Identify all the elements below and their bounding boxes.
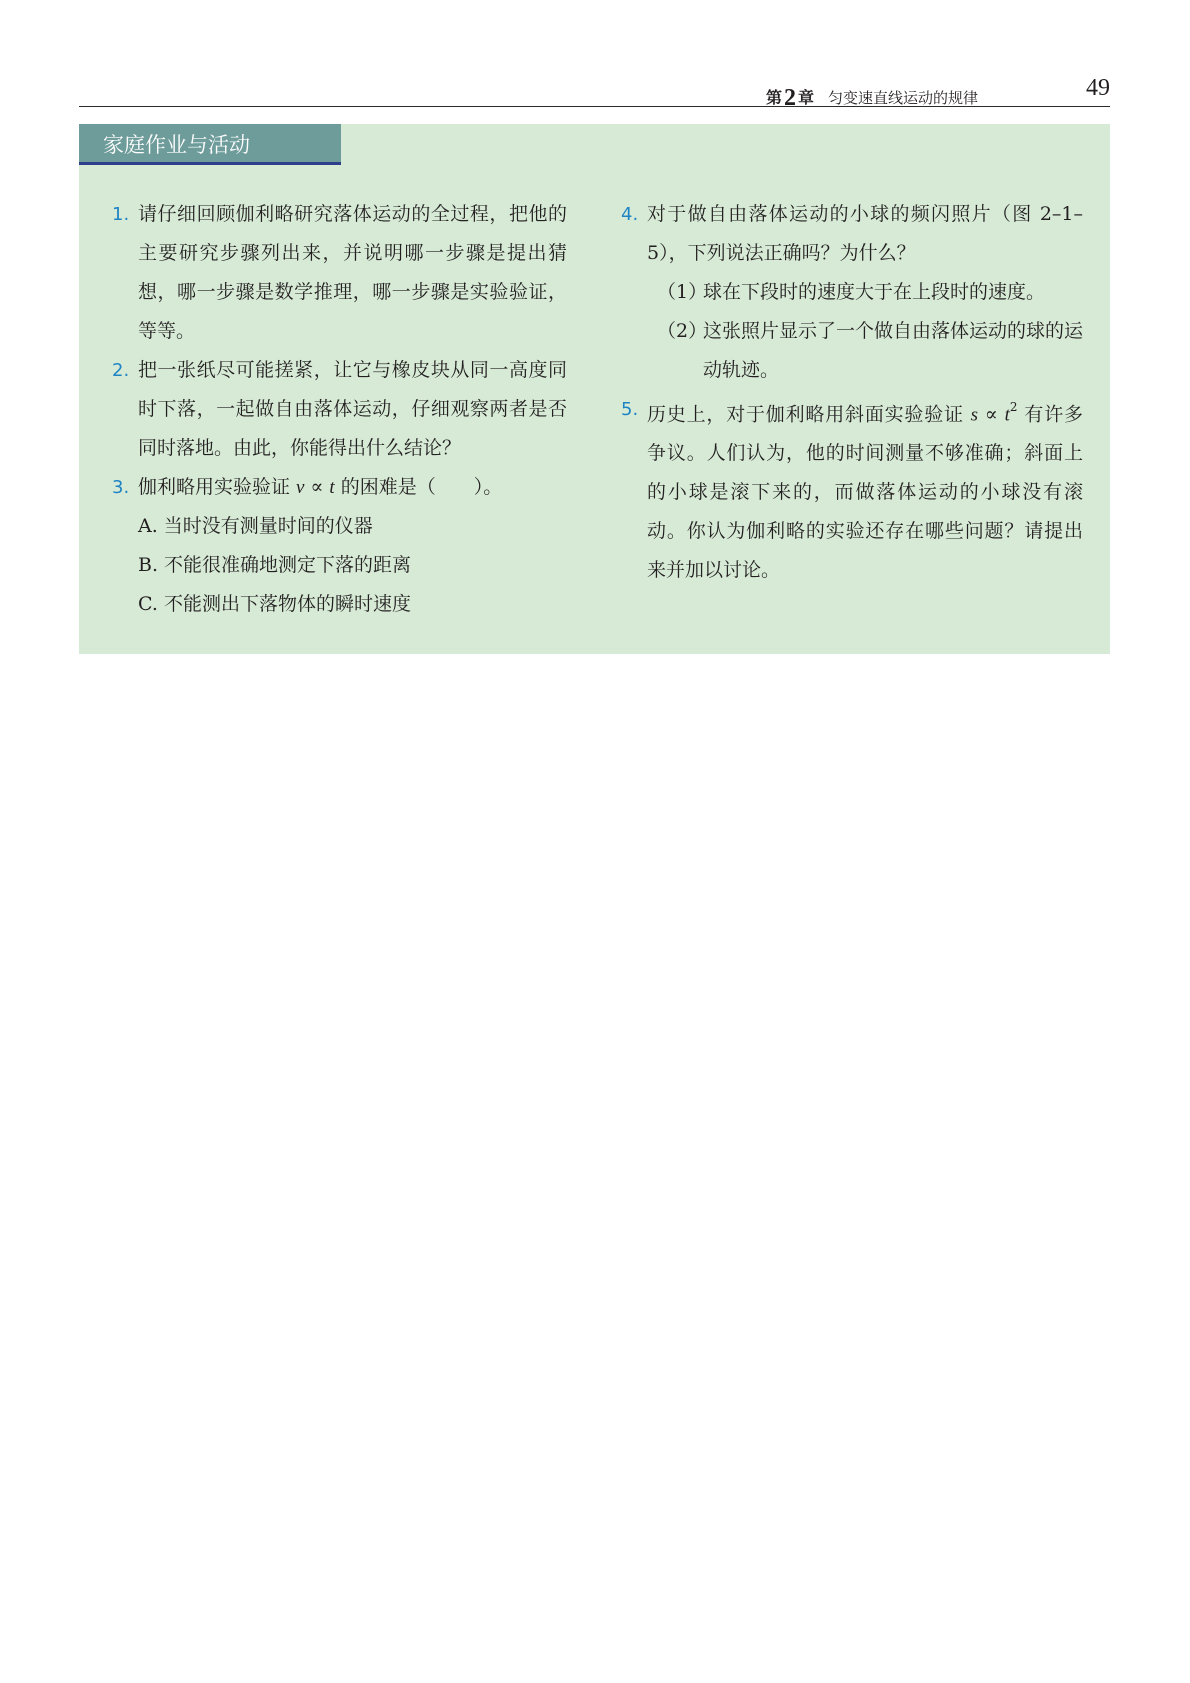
chapter-title: 匀变速直线运动的规律 <box>827 89 978 107</box>
math-propto: ∝ <box>304 476 330 498</box>
question-number: 5. <box>621 399 639 420</box>
question-text-before: 历史上，对于伽利略用斜面实验验证 <box>647 403 971 426</box>
question-number: 1. <box>112 204 130 225</box>
question-text-after: 的困难是（ ）。 <box>334 476 503 498</box>
option-a: A. 当时没有测量时间的仪器 <box>138 515 373 537</box>
option-c: C. 不能测出下落物体的瞬时速度 <box>138 593 411 615</box>
chapter-suffix: 章 <box>797 88 814 107</box>
question-text-before: 伽利略用实验验证 <box>138 476 297 498</box>
question-text: 把一张纸尽可能搓紧，让它与橡皮块从同一高度同时下落，一起做自由落体运动，仔细观察两者是否同时落地。由此，你能得出什么结论？ <box>138 359 567 459</box>
question-4 <box>621 195 1083 273</box>
chapter-heading <box>766 83 978 110</box>
question-number: 2. <box>112 360 130 381</box>
subitem-2 <box>621 312 1083 390</box>
question-text: 对于做自由落体运动的小球的频闪照片（图 2–1–5），下列说法正确吗？为什么？ <box>647 203 1083 264</box>
question-3 <box>112 468 567 507</box>
question-number: 3. <box>112 477 130 498</box>
math-exponent: 2 <box>1009 400 1018 414</box>
math-propto: ∝ <box>978 403 1005 426</box>
math-var-s: s <box>970 404 979 426</box>
math-var-v: v <box>296 477 305 498</box>
question-number: 4. <box>621 204 639 225</box>
option-b: B. 不能很准确地测定下落的距离 <box>138 554 412 576</box>
subitem-text: 这张照片显示了一个做自由落体运动的球的运动轨迹。 <box>703 320 1084 381</box>
left-column <box>112 195 567 624</box>
chapter-number: 2 <box>783 85 796 111</box>
box-title: 家庭作业与活动 <box>79 124 341 165</box>
math-var-t: t <box>1004 404 1010 426</box>
question-text-after: 有许多争议。人们认为，他的时间测量不够准确；斜面上的小球是滚下来的，而做落体运动的小球没有滚动。你认为伽利略的实验还存在哪些问题？请提出来并加以讨论。 <box>647 403 1083 582</box>
subitem-number: （1） <box>657 281 708 303</box>
math-var-t: t <box>329 477 335 498</box>
subitem-1 <box>621 273 1083 312</box>
homework-activity-box <box>79 124 1110 654</box>
subitem-number: （2） <box>657 320 708 342</box>
page-number: 49 <box>1086 75 1110 101</box>
chapter-prefix: 第 <box>765 88 782 107</box>
question-5 <box>621 390 1083 590</box>
question-text: 请仔细回顾伽利略研究落体运动的全过程，把他的主要研究步骤列出来，并说明哪一步骤是提出猜想，哪一步骤是数学推理，哪一步骤是实验验证，等等。 <box>138 203 567 342</box>
right-column <box>621 195 1083 590</box>
subitem-text: 球在下段时的速度大于在上段时的速度。 <box>703 281 1046 303</box>
running-header <box>79 70 1110 111</box>
question-1 <box>112 195 567 351</box>
question-2 <box>112 351 567 468</box>
